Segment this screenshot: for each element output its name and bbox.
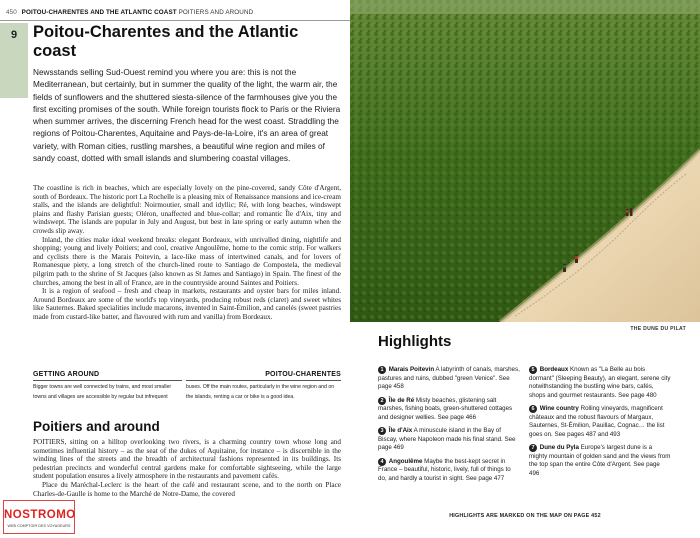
info-text-left: Bigger towns are well connected by trains, and most smaller towns and villages are accessible by regular but infrequent xyxy=(33,384,172,400)
nostromo-logo xyxy=(3,500,75,534)
body-paragraph-2: Inland, the cities make ideal weekend breaks: elegant Bordeaux, with unrivalled dining, nightlife and shopping; young and lively Poitiers; and cool, creative Angoulême, home to the comic strip. For walkers and cyclists there is the Marais Poitevin, a lace-like mass of intertwined canals, and for lovers of Romanesque piety, a long stretch of the church-lined route to Santiago de Compostela, the medieval pilgrim path to the shrine of St Jacques (also known as St James and Santiago) in Spain. The finest of the churches, among the best in all of France, are in the countryside around Saintes and Poitiers. xyxy=(33,235,341,287)
highlight-item xyxy=(378,458,520,484)
section-title: Poitiers and around xyxy=(33,419,160,434)
poitiers-paragraph-2: Place du Maréchal-Leclerc is the heart of the café and restaurant scene, and to the north on Place Charles-de-Gaulle is home to the Marché de Notre-Dame, the covered xyxy=(33,480,341,498)
logo-name: NOSTROMO xyxy=(4,509,76,521)
highlight-number: 4 xyxy=(378,458,386,466)
highlight-number: 1 xyxy=(378,366,386,374)
highlight-name: Angoulême xyxy=(388,457,423,465)
info-title-right: POITOU-CHARENTES xyxy=(186,371,341,381)
highlight-text: A minuscule island in the Bay of Biscay, where Napoleon made his final stand. See page 469 xyxy=(378,427,516,451)
highlight-name: Île d'Aix xyxy=(388,427,413,434)
highlight-name: Marais Poitevin xyxy=(388,366,435,373)
highlight-name: Wine country xyxy=(539,405,579,412)
highlight-name: Bordeaux xyxy=(539,366,569,373)
poitiers-text xyxy=(33,438,341,498)
header-rule xyxy=(0,20,350,21)
highlight-text: Known as "La Belle au bois dormant" (Sleeping Beauty), an elegant, serene city notwithstanding the bustling wine bars, cafés, shops and gourmet restaurants. See page 480 xyxy=(529,366,671,399)
dune-photo xyxy=(350,0,700,322)
chapter-number: 9 xyxy=(10,29,18,41)
info-col-left xyxy=(33,371,182,402)
highlight-number: 3 xyxy=(378,427,386,435)
body-paragraph-1: The coastline is rich in beaches, which are especially lovely on the pine-covered, sandy Côte d'Argent, south of Bordeaux. The historic port La Rochelle is a pleasing mix of Renaissance mansions and ice-cream stalls, and the islands are delightful: Noirmoutier, small and idyllic; Ré, with long beaches, windswept plains and flashy Parisian guests; Oléron, unaffected and blue-collar; and romantic Île d'Aix, tiny and windswept. The islands are popular in July and August, but best in late spring or early autumn when the crowds slip away. xyxy=(33,184,341,235)
highlight-item xyxy=(529,444,671,478)
highlight-number: 6 xyxy=(529,405,537,413)
highlight-text: Europe's largest dune is a mighty mountain of golden sand and the views from the top span the entire Côte d'Argent. See page 496 xyxy=(529,444,671,477)
highlight-text: A labyrinth of canals, marshes, pastures and ruins, dubbed "green Venice". See page 458 xyxy=(378,366,520,390)
highlight-name: Dune du Pyla xyxy=(539,444,579,451)
highlight-text: Maybe the best-kept secret in France – beautiful, historic, lively, full of things to do, and hardly a tourist in sight. See page 477 xyxy=(378,457,511,482)
running-head-section: POITOU-CHARENTES AND THE ATLANTIC COAST xyxy=(21,9,177,16)
highlight-item xyxy=(378,397,520,423)
highlight-item xyxy=(529,405,671,439)
chapter-title: Poitou-Charentes and the Atlantic coast xyxy=(33,23,299,60)
intro-paragraph: Newsstands selling Sud-Ouest remind you where you are: this is not the Mediterranean, but certainly, but in summer the quality of the light, the warm air, the fields of sunflowers and the shuttered siesta-silence of the farmhouses give you the first exciting promises of the south. While foreign tourists flock to Paris or the Riviera when summer arrives, the discerning French head for the west coast. Straddling the regions of Poitou-Charentes, Aquitaine and Pays-de-la-Loire, it's an area of great variety, with Roman cities, rustling marshes, a beautiful wine region and miles of sandy coast, dotted with small islands and slumbering coastal villages. xyxy=(33,68,341,163)
running-head-subsection: POITIERS AND AROUND xyxy=(178,9,254,16)
right-page xyxy=(350,0,700,538)
body-text xyxy=(33,184,341,322)
info-col-right xyxy=(186,371,341,402)
chapter-tab xyxy=(0,23,28,98)
highlight-item xyxy=(378,427,520,453)
highlight-item xyxy=(529,366,671,400)
running-head xyxy=(6,9,253,16)
info-title-left: GETTING AROUND xyxy=(33,371,182,381)
highlight-number: 5 xyxy=(529,366,537,374)
info-text-right: buses. Off the main routes, particularly in the wine region and on the islands, renting a car or bike is a good idea. xyxy=(186,384,335,400)
highlight-name: Île de Ré xyxy=(388,396,415,404)
poitiers-paragraph-1: POITIERS, sitting on a hilltop overlooking two rivers, is a charming country town whose long and sometimes influential history – as the seat of the dukes of Aquitaine, for instance – is discernible in the winding lines of the streets and the breadth of architectural fashions represented in its buildings. Its pedestrian precincts and wonderful central gardens make for comfortable sightseeing, while the large student population ensures a lively atmosphere in the restaurants and pavement cafés. xyxy=(33,438,341,481)
highlight-item xyxy=(378,366,520,392)
page-number: 450 xyxy=(6,9,17,16)
highlight-text: Misty beaches, glistening salt marshes, fishing boats, green-shuttered cottages and designer wellies. See page 466 xyxy=(378,396,513,421)
highlight-number: 7 xyxy=(529,444,537,452)
highlights-title: Highlights xyxy=(378,333,452,350)
highlights-footer: HIGHLIGHTS ARE MARKED ON THE MAP ON PAGE 452 xyxy=(449,513,601,519)
logo-tagline: WEB COMPTOIR DES VOYAGEURS xyxy=(7,524,71,528)
highlight-text: Rolling vineyards, magnificent châteaux and the robust flavours of Margaux, Sauternes, St-Émilion, Pauillac, Cognac… the list goes on. See pages 487 and 493 xyxy=(529,405,665,438)
body-paragraph-3: It is a region of seafood – fresh and cheap in markets, restaurants and oyster bars for miles inland. Around Bordeaux are some of the world's top vineyards, producing robust reds (claret) and sweet whites like Sauternes. Baked specialities include macarons, invented in Saint-Émilion, and canelés (sweet pastries made from custard-like batter, and flavoured with rum and vanilla) from Bordeaux. xyxy=(33,287,341,321)
photo-caption: THE DUNE DU PILAT xyxy=(630,326,686,332)
highlights-column-2 xyxy=(529,366,671,483)
highlights-column-1 xyxy=(378,366,520,488)
highlight-number: 2 xyxy=(378,397,386,405)
